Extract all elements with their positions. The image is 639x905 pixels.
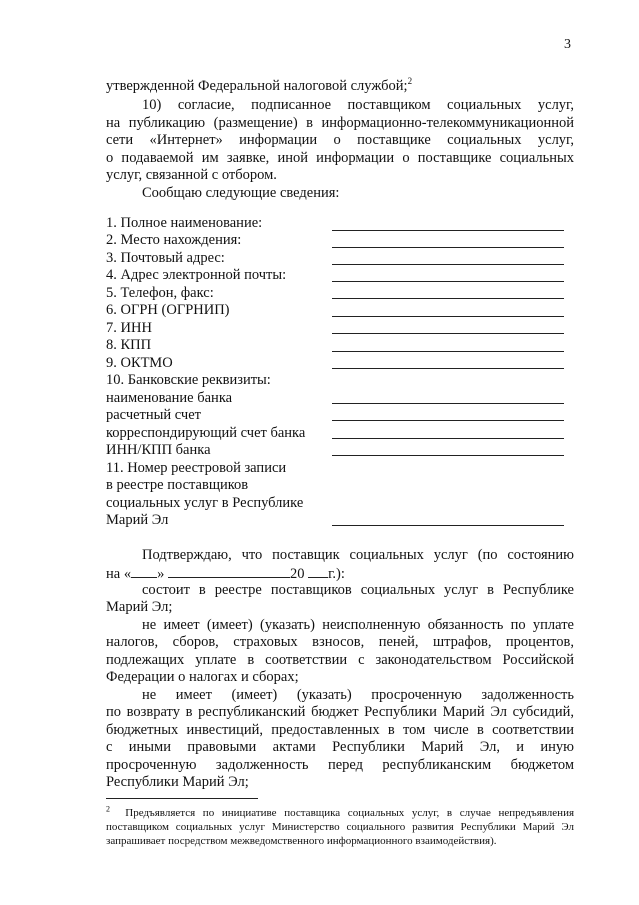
date-year-blank[interactable] [308,563,328,578]
fill-line-account[interactable] [332,420,564,421]
fill-line-bank-inn-kpp[interactable] [332,455,564,456]
info-heading: Сообщаю следующие сведения: [142,185,340,201]
item10-line-1: 10) согласие, подписанное поставщиком социальных услуг, [142,97,574,113]
field-label: 11. Номер реестровой записи [106,460,287,476]
debt-line-3: бюджетных инвестиций, предоставленных в том числе в соответствии [106,722,574,738]
field-label: 9. ОКТМО [106,355,173,371]
field-label: корреспондирующий счет банка [106,425,306,441]
footnote-mark: 2 [106,804,110,814]
intro-line-0-text: утвержденной Федеральной налоговой службой; [106,78,408,94]
footnote-line-1-text: Предъявляется по инициативе поставщика социальных услуг, в случае непредъявления [125,807,575,819]
fill-line-registry-number[interactable] [332,525,564,526]
fill-line-location[interactable] [332,247,564,248]
field-label: Марий Эл [106,512,169,528]
debt-line-1: не имеет (имеет) (указать) просроченную задолженность [142,687,574,703]
debt-line-5: просроченную задолженность перед республиканским бюджетом [106,757,574,773]
field-label: наименование банка [106,390,233,406]
intro-line-0 [106,77,574,95]
field-label: 4. Адрес электронной почты: [106,267,287,283]
item10-line-5: услуг, связанной с отбором. [106,167,277,183]
field-label: 10. Банковские реквизиты: [106,372,271,388]
date-month-blank[interactable] [168,563,290,578]
fill-line-bank-name[interactable] [332,403,564,404]
field-label: 8. КПП [106,337,152,353]
page-number: 3 [564,37,571,52]
date-day-blank[interactable] [131,563,157,578]
field-label: расчетный счет [106,407,201,423]
field-label: ИНН/КПП банка [106,442,211,458]
footnote-line-3: запрашивает посредством межведомственного информационного взаимодействия). [106,835,497,847]
tax-line-2: налогов, сборов, страховых взносов, пеней, штрафов, процентов, [106,634,574,650]
field-label: 1. Полное наименование: [106,215,263,231]
fill-line-email[interactable] [332,281,564,282]
field-label: 7. ИНН [106,320,152,336]
fill-line-postal-address[interactable] [332,264,564,265]
field-label: 3. Почтовый адрес: [106,250,225,266]
fill-line-corr-account[interactable] [332,438,564,439]
field-label: 5. Телефон, факс: [106,285,214,301]
confirm-date-line [106,563,574,583]
date-suffix: г.): [328,566,345,582]
footnote-reference: 2 [407,76,413,87]
footnote-line-1 [106,806,574,820]
field-label: 6. ОГРН (ОГРНИП) [106,302,230,318]
fill-line-kpp[interactable] [332,351,564,352]
debt-line-2: по возврату в республиканский бюджет Республики Марий Эл субсидий, [106,704,574,720]
item10-line-3: сети «Интернет» информации о поставщике социальных услуг, [106,132,574,148]
footnote-separator [106,798,258,799]
registry-line-2: Марий Эл; [106,599,173,615]
debt-line-6: Республики Марий Эл; [106,774,249,790]
footnote-line-2: поставщиком социальных услуг Министерство социального развития Республики Марий Эл [106,821,574,833]
item10-line-2: на публикацию (размещение) в информационно-телекоммуникационной [106,115,574,131]
tax-line-1: не имеет (имеет) (указать) неисполненную обязанность по уплате [142,617,574,633]
tax-line-4: Федерации о налогах и сборах; [106,669,299,685]
field-label: в реестре поставщиков [106,477,249,493]
item10-line-4: о подаваемой им заявке, иной информации о поставщике социальных [106,150,574,166]
fill-line-full-name[interactable] [332,230,564,231]
field-label: 2. Место нахождения: [106,232,242,248]
fill-line-phone-fax[interactable] [332,298,564,299]
date-prefix: на « [106,566,132,582]
tax-line-3: подлежащих уплате в соответствии с законодательством Российской [106,652,574,668]
debt-line-4: с иными правовыми актами Республики Марий Эл, и иную [106,739,574,755]
field-label: социальных услуг в Республике [106,495,304,511]
fill-line-oktmo[interactable] [332,368,564,369]
fill-line-inn[interactable] [332,333,564,334]
registry-line-1: состоит в реестре поставщиков социальных услуг в Республике [142,582,574,598]
date-mid-2: 20 [289,566,305,582]
confirm-line-1: Подтверждаю, что поставщик социальных услуг (по состоянию [142,547,574,563]
date-mid-1: » [157,566,165,582]
fill-line-ogrn[interactable] [332,316,564,317]
